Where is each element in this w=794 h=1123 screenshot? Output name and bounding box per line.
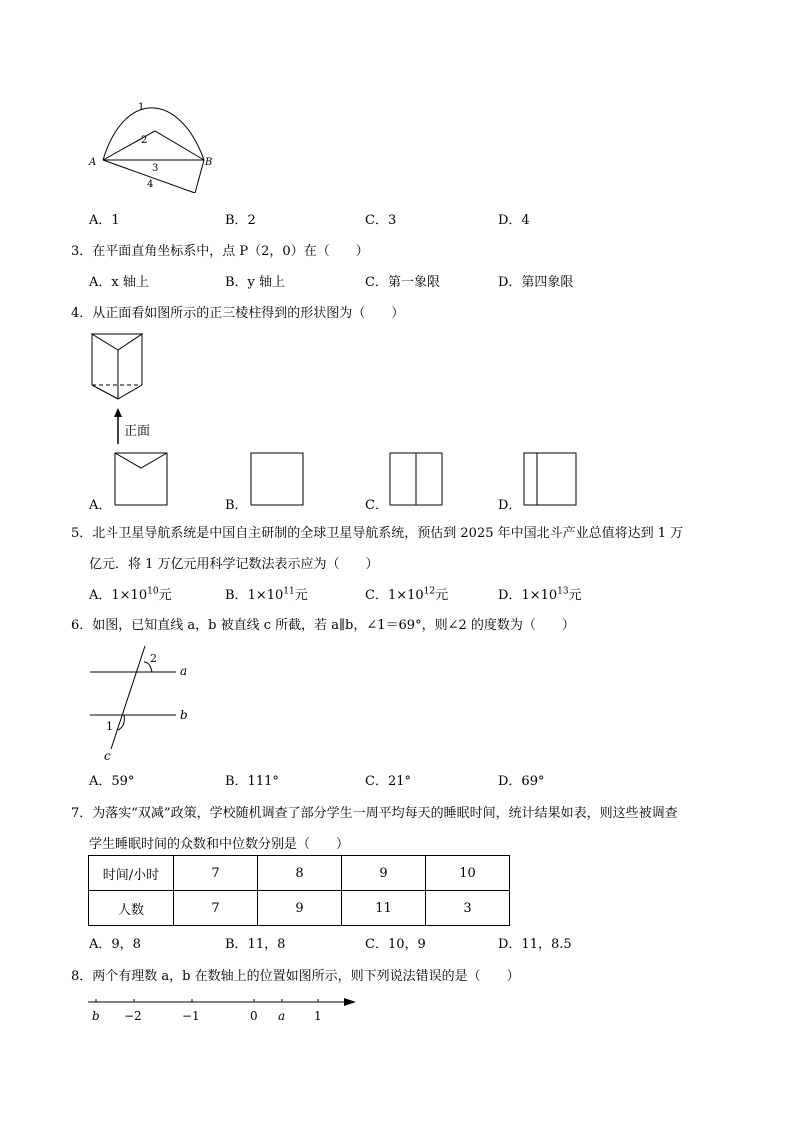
q8-number-line [86, 992, 361, 1024]
q4-front-label: 正面 [124, 424, 151, 439]
q8-axis-arrow [344, 998, 356, 1006]
q4-option-b-shape[interactable] [250, 452, 306, 508]
q6-figure [88, 640, 198, 765]
q6-option-d[interactable]: D．69° [498, 774, 545, 789]
q4-option-d-letter[interactable]: D． [498, 498, 522, 513]
q2-option-d[interactable]: D．4 [498, 213, 530, 228]
q4-option-a-letter[interactable]: A． [89, 498, 112, 513]
q3-option-a[interactable]: A．x 轴上 [89, 275, 149, 290]
q8-label-zero: 0 [250, 1009, 258, 1023]
q5-option-a[interactable]: A．$1\times 10^{10}$元 [89, 586, 172, 603]
q6-label-c: c [104, 749, 111, 763]
table-cell: 7 [174, 891, 258, 926]
q6-line-c [111, 646, 145, 749]
q2-label-1: 1 [138, 102, 145, 113]
q7-option-b[interactable]: B．11，8 [225, 937, 286, 952]
table-row [89, 856, 510, 891]
q4-prism-top [92, 334, 142, 350]
table-header-cell: 人数 [89, 891, 174, 926]
q5-stem-line1: 5．北斗卫星导航系统是中国自主研制的全球卫星导航系统，预估到 2025 年中国北斗产业总值将达到 1 万 [71, 526, 684, 541]
q5-option-d[interactable]: D．$1\times 10^{13}$元 [498, 586, 582, 603]
q2-figure [85, 98, 220, 193]
q3-option-c[interactable]: C．第一象限 [365, 275, 440, 290]
q3-option-b[interactable]: B．y 轴上 [225, 275, 286, 290]
q5-stem-line2: 亿元．将 1 万亿元用科学记数法表示应为（ ） [89, 557, 379, 572]
q2-arc-1 [103, 108, 204, 160]
table-cell: 10 [426, 856, 510, 891]
q6-option-c[interactable]: C．21° [365, 774, 411, 789]
q2-label-B: B [205, 157, 213, 168]
q2-label-2: 2 [141, 135, 148, 146]
q4-option-c-shape[interactable] [389, 452, 445, 508]
q2-label-4: 4 [147, 179, 154, 190]
q6-label-angle1: 1 [106, 720, 113, 733]
q8-label-one: 1 [314, 1009, 322, 1023]
table-cell: 8 [258, 856, 342, 891]
q6-label-a: a [180, 664, 188, 678]
q6-label-b: b [180, 708, 188, 722]
table-cell: 7 [174, 856, 258, 891]
q2-label-3: 3 [152, 163, 159, 174]
q4-option-b-letter[interactable]: B． [225, 498, 248, 513]
q5-option-c[interactable]: C．$1\times 10^{12}$元 [365, 586, 449, 603]
table-cell: 9 [342, 856, 426, 891]
q2-option-a[interactable]: A．1 [89, 213, 120, 228]
table-cell: 11 [342, 891, 426, 926]
q3-stem: 3．在平面直角坐标系中，点 P（2，0）在（ ） [71, 244, 369, 259]
q3-option-d[interactable]: D．第四象限 [498, 275, 574, 290]
q6-option-a[interactable]: A．59° [89, 774, 135, 789]
table-header-cell: 时间/小时 [89, 856, 174, 891]
q6-stem: 6．如图，已知直线 a，b 被直线 c 所截，若 a∥b，∠1＝69°，则∠2 的度数为（ ） [71, 618, 575, 633]
q6-option-b[interactable]: B．111° [225, 774, 279, 789]
q2-option-b[interactable]: B．2 [225, 213, 256, 228]
q4-option-a-shape[interactable] [114, 452, 170, 508]
q2-option-c[interactable]: C．3 [365, 213, 397, 228]
q4-option-d-shape[interactable] [523, 452, 579, 508]
table-row [89, 891, 510, 926]
q5-option-b[interactable]: B．$1\times 10^{11}$元 [225, 586, 308, 603]
q8-label-minus1: −1 [182, 1009, 200, 1023]
q7-stem-line1: 7．为落实“双减”政策，学校随机调查了部分学生一周平均每天的睡眠时间，统计结果如表，则这些被调查 [71, 806, 678, 821]
q2-path-2 [103, 131, 204, 160]
q2-label-A: A [89, 157, 97, 168]
q8-label-b: b [92, 1009, 100, 1023]
q7-option-a[interactable]: A．9，8 [89, 937, 141, 952]
q4-option-c-letter[interactable]: C． [365, 498, 388, 513]
q8-label-minus2: −2 [124, 1009, 142, 1023]
q7-stem-line2: 学生睡眠时间的众数和中位数分别是（ ） [89, 837, 350, 852]
q7-option-c[interactable]: C．10，9 [365, 937, 426, 952]
q7-option-d[interactable]: D．11，8.5 [498, 937, 572, 952]
q7-data-table [88, 855, 510, 926]
q8-label-a: a [278, 1009, 286, 1023]
table-cell: 3 [426, 891, 510, 926]
q4-arrow-head [114, 408, 122, 417]
q4-stem: 4．从正面看如图所示的正三棱柱得到的形状图为（ ） [71, 306, 405, 321]
q8-stem: 8．两个有理数 a，b 在数轴上的位置如图所示，则下列说法错误的是（ ） [71, 969, 520, 984]
q6-label-angle2: 2 [150, 652, 157, 665]
table-cell: 9 [258, 891, 342, 926]
